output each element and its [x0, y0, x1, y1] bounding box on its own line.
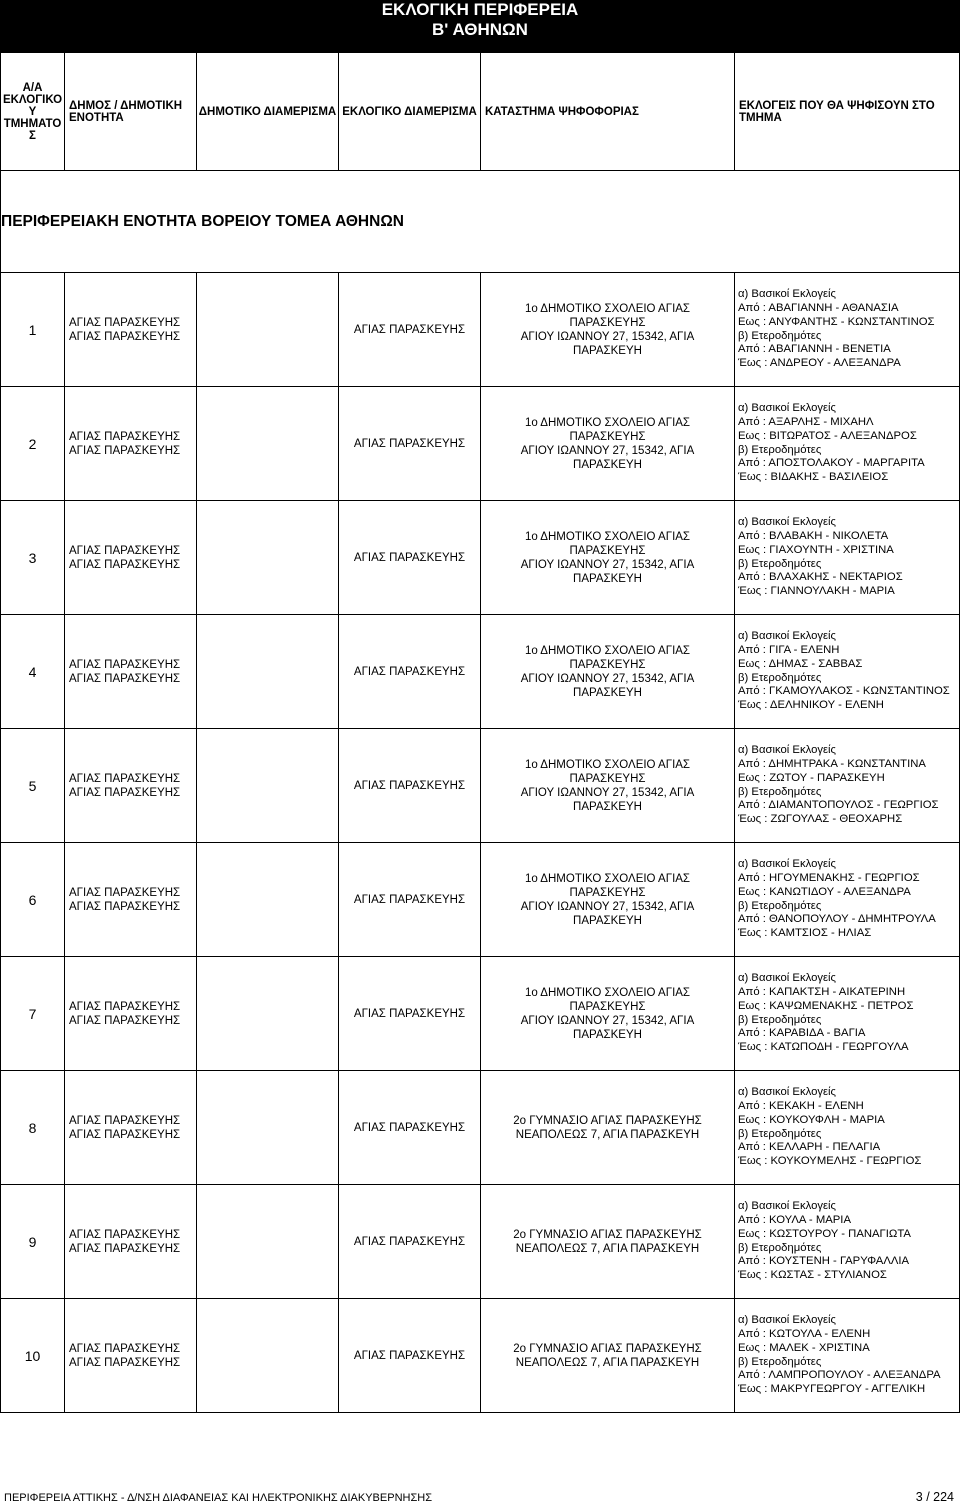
voters-cell: α) Βασικοί Εκλογείς Από : ΓΙΓΑ - ΕΛΕΝΗ Εως : ΔΗΜΑΣ - ΣΑΒΒΑΣ β) Ετεροδημότες Από : ΓΚΑΜΟΥΛΑΚΟΣ - ΚΩΝΣΤΑΝΤΙΝΟΣ Έως : ΔΕΛΗΝΙΚΟΥ - ΕΛΕΝΗ [735, 615, 960, 729]
region-row [1, 171, 960, 273]
municipal-district-cell [197, 273, 339, 387]
row-number: 2 [1, 387, 65, 501]
municipality-cell: ΑΓΙΑΣ ΠΑΡΑΣΚΕΥΗΣ ΑΓΙΑΣ ΠΑΡΑΣΚΕΥΗΣ [65, 1299, 197, 1413]
electoral-district-cell: ΑΓΙΑΣ ΠΑΡΑΣΚΕΥΗΣ [339, 729, 481, 843]
municipal-district-cell [197, 843, 339, 957]
polling-station-cell: 1ο ΔΗΜΟΤΙΚΟ ΣΧΟΛΕΙΟ ΑΓΙΑΣ ΠΑΡΑΣΚΕΥΗΣ ΑΓΙΟΥ ΙΩΑΝΝΟΥ 27, 15342, ΑΓΙΑ ΠΑΡΑΣΚΕΥΗ [481, 957, 735, 1071]
table-row [1, 1185, 960, 1299]
table-row [1, 729, 960, 843]
municipal-district-cell [197, 1299, 339, 1413]
polling-stations-table [0, 52, 960, 1413]
voters-cell: α) Βασικοί Εκλογείς Από : ΒΛΑΒΑΚΗ - ΝΙΚΟΛΕΤΑ Εως : ΓΙΑΧΟΥΝΤΗ - ΧΡΙΣΤΙΝΑ β) Ετεροδημότες Από : ΒΛΑΧΑΚΗΣ - ΝΕΚΤΑΡΙΟΣ Έως : ΓΙΑΝΝΟΥΛΑΚΗ - ΜΑΡΙΑ [735, 501, 960, 615]
footer-text: ΠΕΡΙΦΕΡΕΙΑ ΑΤΤΙΚΗΣ - Δ/ΝΣΗ ΔΙΑΦΑΝΕΙΑΣ ΚΑΙ ΗΛΕΚΤΡΟΝΙΚΗΣ ΔΙΑΚΥΒΕΡΝΗΣΗΣ [4, 1492, 433, 1504]
municipal-district-cell [197, 615, 339, 729]
region-title: ΠΕΡΙΦΕΡΕΙΑΚΗ ΕΝΟΤΗΤΑ ΒΟΡΕΙΟΥ ΤΟΜΕΑ ΑΘΗΝΩΝ [1, 171, 960, 273]
row-number: 1 [1, 273, 65, 387]
polling-station-cell: 1ο ΔΗΜΟΤΙΚΟ ΣΧΟΛΕΙΟ ΑΓΙΑΣ ΠΑΡΑΣΚΕΥΗΣ ΑΓΙΟΥ ΙΩΑΝΝΟΥ 27, 15342, ΑΓΙΑ ΠΑΡΑΣΚΕΥΗ [481, 387, 735, 501]
voters-cell: α) Βασικοί Εκλογείς Από : ΚΩΤΟΥΛΑ - ΕΛΕΝΗ Εως : ΜΑΛΕΚ - ΧΡΙΣΤΙΝΑ β) Ετεροδημότες Από : ΛΑΜΠΡΟΠΟΥΛΟΥ - ΑΛΕΞΑΝΔΡΑ Έως : ΜΑΚΡΥΓΕΩΡΓΟΥ - ΑΓΓΕΛΙΚΗ [735, 1299, 960, 1413]
header-row [1, 53, 960, 171]
table-row [1, 1299, 960, 1413]
table-row [1, 957, 960, 1071]
polling-station-cell: 1ο ΔΗΜΟΤΙΚΟ ΣΧΟΛΕΙΟ ΑΓΙΑΣ ΠΑΡΑΣΚΕΥΗΣ ΑΓΙΟΥ ΙΩΑΝΝΟΥ 27, 15342, ΑΓΙΑ ΠΑΡΑΣΚΕΥΗ [481, 273, 735, 387]
row-number: 9 [1, 1185, 65, 1299]
table-row [1, 501, 960, 615]
municipality-cell: ΑΓΙΑΣ ΠΑΡΑΣΚΕΥΗΣ ΑΓΙΑΣ ΠΑΡΑΣΚΕΥΗΣ [65, 387, 197, 501]
row-number: 10 [1, 1299, 65, 1413]
polling-station-cell: 1ο ΔΗΜΟΤΙΚΟ ΣΧΟΛΕΙΟ ΑΓΙΑΣ ΠΑΡΑΣΚΕΥΗΣ ΑΓΙΟΥ ΙΩΑΝΝΟΥ 27, 15342, ΑΓΙΑ ΠΑΡΑΣΚΕΥΗ [481, 501, 735, 615]
polling-station-cell: 1ο ΔΗΜΟΤΙΚΟ ΣΧΟΛΕΙΟ ΑΓΙΑΣ ΠΑΡΑΣΚΕΥΗΣ ΑΓΙΟΥ ΙΩΑΝΝΟΥ 27, 15342, ΑΓΙΑ ΠΑΡΑΣΚΕΥΗ [481, 615, 735, 729]
row-number: 7 [1, 957, 65, 1071]
table-row [1, 387, 960, 501]
header-katastima: ΚΑΤΑΣΤΗΜΑ ΨΗΦΟΦΟΡΙΑΣ [481, 53, 735, 171]
row-number: 4 [1, 615, 65, 729]
electoral-district-cell: ΑΓΙΑΣ ΠΑΡΑΣΚΕΥΗΣ [339, 1071, 481, 1185]
banner-subtitle: Β' ΑΘΗΝΩΝ [432, 20, 528, 39]
header-ekloges: ΕΚΛΟΓΕΙΣ ΠΟΥ ΘΑ ΨΗΦΙΣΟΥΝ ΣΤΟ ΤΜΗΜΑ [735, 53, 960, 171]
electoral-district-cell: ΑΓΙΑΣ ΠΑΡΑΣΚΕΥΗΣ [339, 843, 481, 957]
page-footer [0, 1480, 960, 1504]
electoral-district-cell: ΑΓΙΑΣ ΠΑΡΑΣΚΕΥΗΣ [339, 1185, 481, 1299]
voters-cell: α) Βασικοί Εκλογείς Από : ΑΒΑΓΙΑΝΝΗ - ΑΘΑΝΑΣΙΑ Εως : ΑΝΥΦΑΝΤΗΣ - ΚΩΝΣΤΑΝΤΙΝΟΣ β) Ετεροδημότες Από : ΑΒΑΓΙΑΝΝΗ - ΒΕΝΕΤΙΑ Έως : ΑΝΔΡΕΟΥ - ΑΛΕΞΑΝΔΡΑ [735, 273, 960, 387]
polling-station-cell: 2ο ΓΥΜΝΑΣΙΟ ΑΓΙΑΣ ΠΑΡΑΣΚΕΥΗΣ ΝΕΑΠΟΛΕΩΣ 7, ΑΓΙΑ ΠΑΡΑΣΚΕΥΗ [481, 1185, 735, 1299]
voters-cell: α) Βασικοί Εκλογείς Από : ΚΕΚΑΚΗ - ΕΛΕΝΗ Εως : ΚΟΥΚΟΥΦΛΗ - ΜΑΡΙΑ β) Ετεροδημότες Από : ΚΕΛΛΑΡΗ - ΠΕΛΑΓΙΑ Έως : ΚΟΥΚΟΥΜΕΛΗΣ - ΓΕΩΡΓΙΟΣ [735, 1071, 960, 1185]
banner-title: ΕΚΛΟΓΙΚΗ ΠΕΡΙΦΕΡΕΙΑ [381, 0, 579, 19]
electoral-district-cell: ΑΓΙΑΣ ΠΑΡΑΣΚΕΥΗΣ [339, 615, 481, 729]
row-number: 8 [1, 1071, 65, 1185]
header-eklogiko-diamerisma: ΕΚΛΟΓΙΚΟ ΔΙΑΜΕΡΙΣΜΑ [339, 53, 481, 171]
municipality-cell: ΑΓΙΑΣ ΠΑΡΑΣΚΕΥΗΣ ΑΓΙΑΣ ΠΑΡΑΣΚΕΥΗΣ [65, 1185, 197, 1299]
municipal-district-cell [197, 957, 339, 1071]
voters-cell: α) Βασικοί Εκλογείς Από : ΔΗΜΗΤΡΑΚΑ - ΚΩΝΣΤΑΝΤΙΝΑ Εως : ΖΩΤΟΥ - ΠΑΡΑΣΚΕΥΗ β) Ετεροδημότες Από : ΔΙΑΜΑΝΤΟΠΟΥΛΟΣ - ΓΕΩΡΓΙΟΣ Έως : ΖΩΓΟΥΛΑΣ - ΘΕΟΧΑΡΗΣ [735, 729, 960, 843]
page-number: 3 / 224 [915, 1490, 954, 1504]
municipality-cell: ΑΓΙΑΣ ΠΑΡΑΣΚΕΥΗΣ ΑΓΙΑΣ ΠΑΡΑΣΚΕΥΗΣ [65, 957, 197, 1071]
municipal-district-cell [197, 1071, 339, 1185]
municipality-cell: ΑΓΙΑΣ ΠΑΡΑΣΚΕΥΗΣ ΑΓΙΑΣ ΠΑΡΑΣΚΕΥΗΣ [65, 501, 197, 615]
municipal-district-cell [197, 1185, 339, 1299]
municipality-cell: ΑΓΙΑΣ ΠΑΡΑΣΚΕΥΗΣ ΑΓΙΑΣ ΠΑΡΑΣΚΕΥΗΣ [65, 615, 197, 729]
voters-cell: α) Βασικοί Εκλογείς Από : ΑΞΑΡΛΗΣ - ΜΙΧΑΗΛ Εως : ΒΙΤΩΡΑΤΟΣ - ΑΛΕΞΑΝΔΡΟΣ β) Ετεροδημότες Από : ΑΠΟΣΤΟΛΑΚΟΥ - ΜΑΡΓΑΡΙΤΑ Έως : ΒΙΔΑΚΗΣ - ΒΑΣΙΛΕΙΟΣ [735, 387, 960, 501]
municipal-district-cell [197, 387, 339, 501]
header-dimotiko-diamerisma: ΔΗΜΟΤΙΚΟ ΔΙΑΜΕΡΙΣΜΑ [197, 53, 339, 171]
table-row [1, 273, 960, 387]
electoral-district-cell: ΑΓΙΑΣ ΠΑΡΑΣΚΕΥΗΣ [339, 957, 481, 1071]
polling-station-cell: 2ο ΓΥΜΝΑΣΙΟ ΑΓΙΑΣ ΠΑΡΑΣΚΕΥΗΣ ΝΕΑΠΟΛΕΩΣ 7, ΑΓΙΑ ΠΑΡΑΣΚΕΥΗ [481, 1299, 735, 1413]
polling-station-cell: 1ο ΔΗΜΟΤΙΚΟ ΣΧΟΛΕΙΟ ΑΓΙΑΣ ΠΑΡΑΣΚΕΥΗΣ ΑΓΙΟΥ ΙΩΑΝΝΟΥ 27, 15342, ΑΓΙΑ ΠΑΡΑΣΚΕΥΗ [481, 729, 735, 843]
header-dimos: ΔΗΜΟΣ / ΔΗΜΟΤΙΚΗ ΕΝΟΤΗΤΑ [65, 53, 197, 171]
row-number: 3 [1, 501, 65, 615]
voters-cell: α) Βασικοί Εκλογείς Από : ΚΟΥΛΑ - ΜΑΡΙΑ Εως : ΚΩΣΤΟΥΡΟΥ - ΠΑΝΑΓΙΩΤΑ β) Ετεροδημότες Από : ΚΟΥΣΤΕΝΗ - ΓΑΡΥΦΑΛΛΙΑ Έως : ΚΩΣΤΑΣ - ΣΤΥΛΙΑΝΟΣ [735, 1185, 960, 1299]
municipal-district-cell [197, 729, 339, 843]
electoral-district-cell: ΑΓΙΑΣ ΠΑΡΑΣΚΕΥΗΣ [339, 387, 481, 501]
table-row [1, 1071, 960, 1185]
municipality-cell: ΑΓΙΑΣ ΠΑΡΑΣΚΕΥΗΣ ΑΓΙΑΣ ΠΑΡΑΣΚΕΥΗΣ [65, 843, 197, 957]
municipality-cell: ΑΓΙΑΣ ΠΑΡΑΣΚΕΥΗΣ ΑΓΙΑΣ ΠΑΡΑΣΚΕΥΗΣ [65, 1071, 197, 1185]
row-number: 5 [1, 729, 65, 843]
voters-cell: α) Βασικοί Εκλογείς Από : ΗΓΟΥΜΕΝΑΚΗΣ - ΓΕΩΡΓΙΟΣ Εως : ΚΑΝΩΤΙΔΟΥ - ΑΛΕΞΑΝΔΡΑ β) Ετεροδημότες Από : ΘΑΝΟΠΟΥΛΟΥ - ΔΗΜΗΤΡΟΥΛΑ Έως : ΚΑΜΤΣΙΟΣ - ΗΛΙΑΣ [735, 843, 960, 957]
electoral-district-cell: ΑΓΙΑΣ ΠΑΡΑΣΚΕΥΗΣ [339, 501, 481, 615]
table-row [1, 843, 960, 957]
document-banner [0, 0, 960, 52]
polling-station-cell: 1ο ΔΗΜΟΤΙΚΟ ΣΧΟΛΕΙΟ ΑΓΙΑΣ ΠΑΡΑΣΚΕΥΗΣ ΑΓΙΟΥ ΙΩΑΝΝΟΥ 27, 15342, ΑΓΙΑ ΠΑΡΑΣΚΕΥΗ [481, 843, 735, 957]
header-aa: Α/Α ΕΚΛΟΓΙΚΟ Υ ΤΜΗΜΑΤΟ Σ [1, 53, 65, 171]
municipality-cell: ΑΓΙΑΣ ΠΑΡΑΣΚΕΥΗΣ ΑΓΙΑΣ ΠΑΡΑΣΚΕΥΗΣ [65, 273, 197, 387]
table-row [1, 615, 960, 729]
electoral-district-cell: ΑΓΙΑΣ ΠΑΡΑΣΚΕΥΗΣ [339, 273, 481, 387]
row-number: 6 [1, 843, 65, 957]
voters-cell: α) Βασικοί Εκλογείς Από : ΚΑΠΑΚΤΣΗ - ΑΙΚΑΤΕΡΙΝΗ Εως : ΚΑΨΩΜΕΝΑΚΗΣ - ΠΕΤΡΟΣ β) Ετεροδημότες Από : ΚΑΡΑΒΙΔΑ - ΒΑΓΙΑ Έως : ΚΑΤΩΠΟΔΗ - ΓΕΩΡΓΟΥΛΑ [735, 957, 960, 1071]
polling-station-cell: 2ο ΓΥΜΝΑΣΙΟ ΑΓΙΑΣ ΠΑΡΑΣΚΕΥΗΣ ΝΕΑΠΟΛΕΩΣ 7, ΑΓΙΑ ΠΑΡΑΣΚΕΥΗ [481, 1071, 735, 1185]
municipal-district-cell [197, 501, 339, 615]
municipality-cell: ΑΓΙΑΣ ΠΑΡΑΣΚΕΥΗΣ ΑΓΙΑΣ ΠΑΡΑΣΚΕΥΗΣ [65, 729, 197, 843]
electoral-district-cell: ΑΓΙΑΣ ΠΑΡΑΣΚΕΥΗΣ [339, 1299, 481, 1413]
